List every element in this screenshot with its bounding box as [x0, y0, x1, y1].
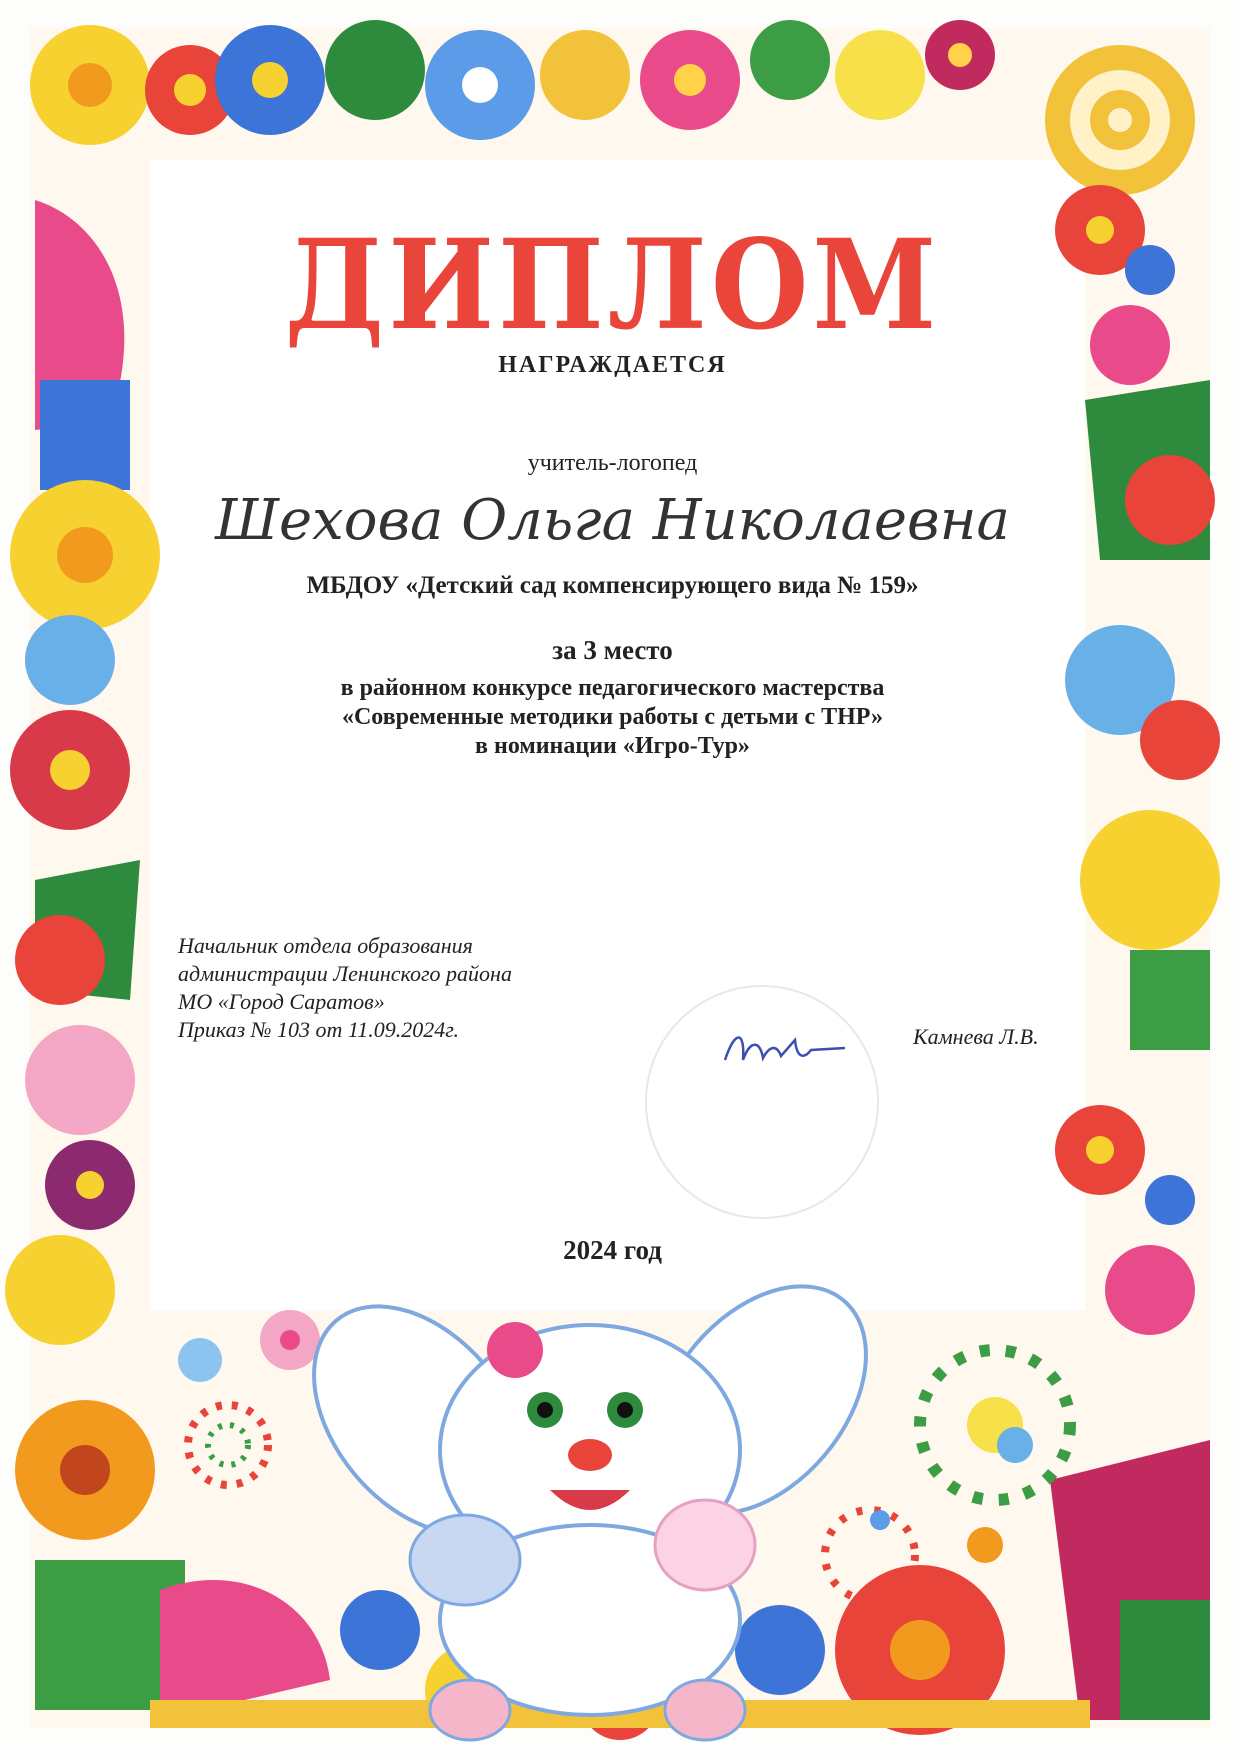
recipient-role: учитель-логопед [527, 450, 698, 476]
contest-line-2: «Современные методики работы с детьми с ТНР» [341, 704, 884, 730]
signer-name: Камнева Л.В. [913, 1024, 1039, 1049]
award-place: за 3 место [552, 635, 673, 665]
diploma-title: ДИПЛОМ [284, 213, 941, 358]
diploma-year: 2024 год [563, 1235, 662, 1265]
diploma-content [150, 180, 1075, 1265]
contest-line-1: в районном конкурсе педагогического мастерства [340, 675, 885, 701]
recipient-name: Шехова Ольга Николаевна [215, 488, 1010, 553]
order-reference: Приказ № 103 от 11.09.2024г. [178, 1017, 460, 1042]
recipient-organization: МБДОУ «Детский сад компенсирующего вида № 159» [306, 572, 919, 599]
contest-line-3: в номинации «Игро-Тур» [475, 733, 750, 759]
signer-block [178, 932, 512, 1044]
handwritten-signature [715, 1020, 855, 1080]
signer-line-3: МО «Город Саратов» [178, 989, 385, 1014]
awarded-label: НАГРАЖДАЕТСЯ [498, 352, 727, 378]
signer-line-1: Начальник отдела образования [178, 933, 473, 958]
contest-description [150, 674, 1075, 761]
signer-line-2: администрации Ленинского района [178, 961, 512, 986]
